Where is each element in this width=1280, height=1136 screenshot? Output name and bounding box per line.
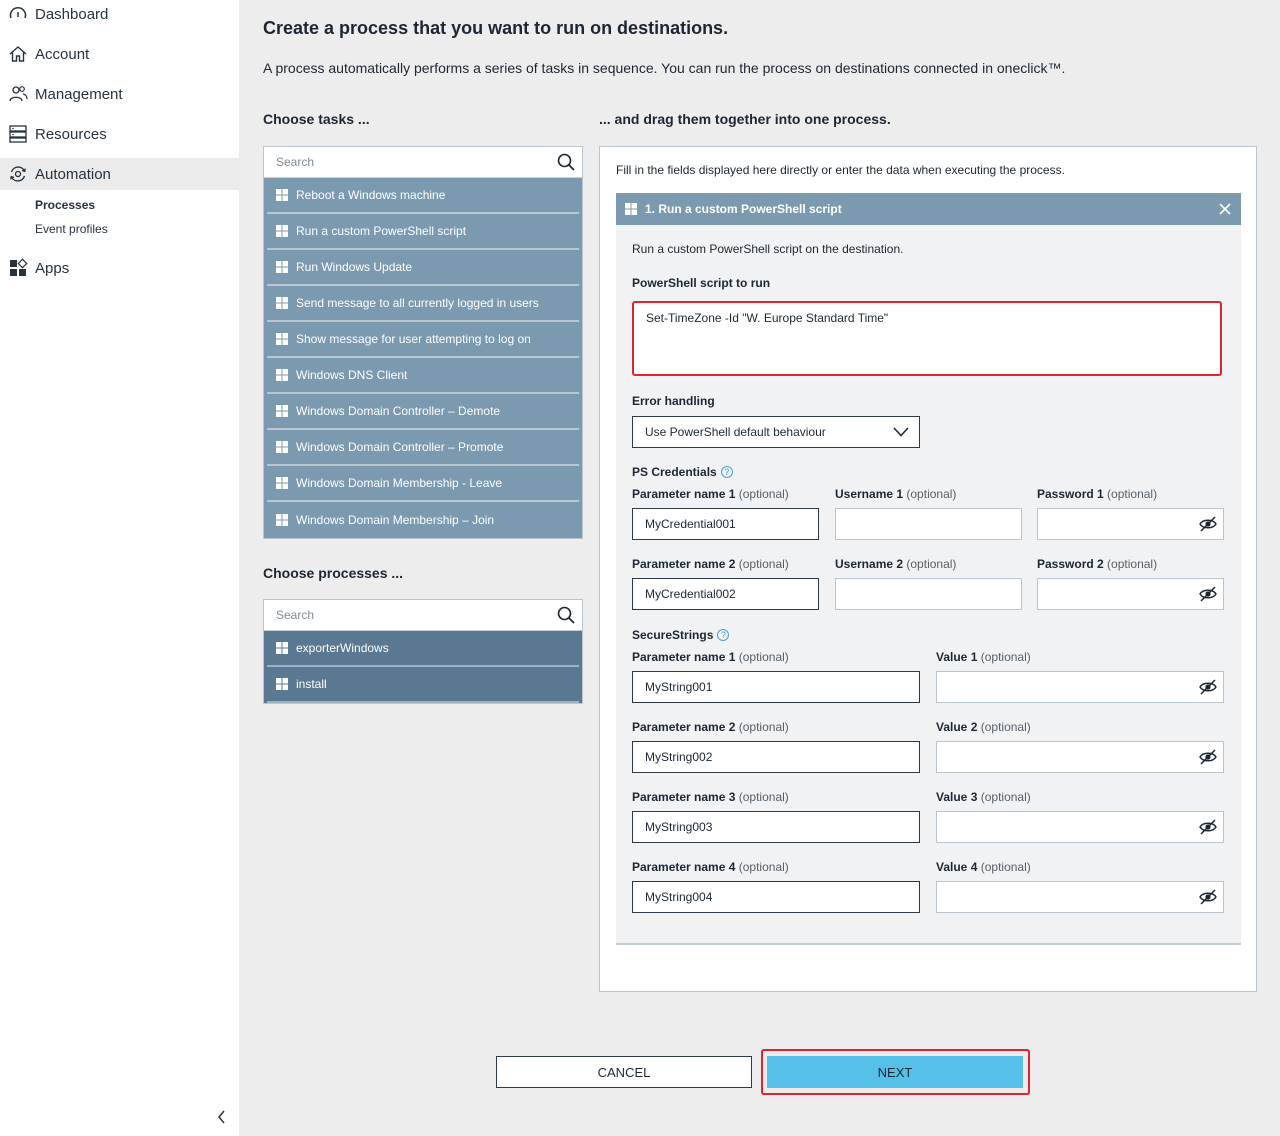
secure-param-input[interactable] [632,881,920,913]
task-item[interactable] [267,466,579,502]
task-card-title: 1. Run a custom PowerShell script [645,202,842,216]
eye-slash-icon[interactable] [1199,819,1217,835]
cred-username-label-text: Username 1 [835,487,904,501]
windows-icon [276,405,288,417]
secure-param-label-text: Parameter name 1 [632,650,736,664]
secure-value-input-wrap [936,881,1224,913]
optional-tag: (optional) [738,790,789,804]
nav-apps-label: Apps [35,259,70,277]
task-item[interactable] [267,250,579,286]
cred-param-label-text: Parameter name 2 [632,557,736,571]
gauge-icon [7,3,29,25]
page-subtitle: A process automatically performs a series of tasks in sequence. You can run the process on destinations connected in oneclick™. [263,60,1066,76]
cred-param-label [632,487,789,501]
windows-icon [276,477,288,489]
cred-username-label [835,487,956,501]
cred-password-label [1037,487,1157,501]
chevron-down-icon [893,426,909,438]
task-item-label: Reboot a Windows machine [296,188,446,202]
cred-param-label-text: Parameter name 1 [632,487,736,501]
sub-item-processes[interactable]: Processes [35,198,96,212]
task-item[interactable] [267,430,579,466]
task-item-label: Windows Domain Controller – Promote [296,440,504,454]
cancel-button[interactable]: CANCEL [496,1056,752,1088]
task-item-label: Windows Domain Membership – Join [296,513,495,527]
task-item[interactable] [267,286,579,322]
cred-username-label-text: Username 2 [835,557,904,571]
collapse-sidebar-chevron-icon[interactable] [214,1108,230,1126]
secure-value-label-text: Value 4 [936,860,978,874]
task-item-label: Run Windows Update [296,260,413,274]
server-icon [7,123,29,145]
secure-param-label [632,650,789,664]
cred-param-input[interactable] [632,578,819,610]
tasks-list [264,178,582,538]
optional-tag: (optional) [738,487,789,501]
processes-search [264,600,582,631]
nav-account-label: Account [35,45,90,63]
windows-icon [276,642,288,654]
secure-value-input-wrap [936,671,1224,703]
windows-icon [276,678,288,690]
cred-password-label-text: Password 1 [1037,487,1104,501]
nav-resources[interactable] [0,118,239,150]
processes-search-input[interactable] [264,600,582,630]
secure-value-label-text: Value 3 [936,790,978,804]
help-icon[interactable]: ? [721,466,733,478]
cred-password-label-text: Password 2 [1037,557,1104,571]
help-icon[interactable]: ? [717,629,729,641]
process-item-label: install [296,677,327,691]
processes-list [264,631,582,703]
secure-param-label-text: Parameter name 3 [632,790,736,804]
error-handling-value: Use PowerShell default behaviour [645,425,826,439]
process-item[interactable] [267,667,579,703]
task-item-label: Show message for user attempting to log on [296,332,531,346]
nav-dashboard[interactable] [0,0,239,30]
users-icon [7,83,29,105]
optional-tag: (optional) [906,557,957,571]
secure-param-label [632,720,789,734]
sidebar [0,0,239,1136]
windows-icon [276,369,288,381]
builder-heading: ... and drag them together into one process. [599,111,891,127]
task-item[interactable] [267,178,579,214]
task-item-label: Windows DNS Client [296,368,408,382]
cred-password-input[interactable] [1037,508,1224,540]
nav-management[interactable] [0,78,239,110]
nav-automation-label: Automation [35,165,111,183]
nav-management-label: Management [35,85,123,103]
cred-password-input-wrap [1037,578,1224,610]
page-title: Create a process that you want to run on destinations. [263,18,729,38]
secure-value-label [936,720,1031,734]
cred-username-input[interactable] [835,508,1022,540]
secure-value-input[interactable] [936,811,1224,843]
secure-value-label [936,650,1031,664]
windows-icon [276,225,288,237]
task-item-label: Send message to all currently logged in users [296,296,539,310]
secure-value-input-wrap [936,811,1224,843]
home-icon [7,43,29,65]
secure-param-input[interactable] [632,811,920,843]
securestrings-heading [632,628,729,642]
task-item-label: Run a custom PowerShell script [296,224,467,238]
secure-param-input[interactable] [632,671,920,703]
tasks-heading: Choose tasks ... [263,111,370,127]
cred-param-label [632,557,789,571]
ps-credentials-heading [632,465,733,479]
secure-value-input[interactable] [936,671,1224,703]
cred-password-input[interactable] [1037,578,1224,610]
cred-username-label [835,557,956,571]
task-card [616,193,1241,945]
nav-apps[interactable] [0,252,239,284]
secure-value-input[interactable] [936,881,1224,913]
optional-tag: (optional) [738,860,789,874]
apps-icon [7,257,29,279]
eye-slash-icon[interactable] [1199,749,1217,765]
optional-tag: (optional) [980,790,1031,804]
task-item[interactable] [267,214,579,250]
task-item[interactable] [267,394,579,430]
process-item-label: exporterWindows [296,641,389,655]
eye-slash-icon[interactable] [1199,586,1217,602]
optional-tag: (optional) [980,860,1031,874]
task-item[interactable] [267,502,579,538]
builder-note: Fill in the fields displayed here directly or enter the data when executing the process. [616,163,1065,177]
eye-slash-icon[interactable] [1199,516,1217,532]
windows-icon [276,514,288,526]
nav-dashboard-label: Dashboard [35,5,109,23]
search-icon[interactable] [556,605,576,625]
task-item[interactable] [267,322,579,358]
secure-param-label-text: Parameter name 4 [632,860,736,874]
secure-value-label [936,790,1031,804]
securestrings-label: SecureStrings [632,628,714,642]
nav-account[interactable] [0,38,239,70]
close-icon[interactable] [1217,201,1233,217]
secure-value-label [936,860,1031,874]
task-item[interactable] [267,358,579,394]
process-item[interactable] [267,631,579,667]
nav-resources-label: Resources [35,125,107,143]
secure-param-label [632,790,789,804]
error-handling-select[interactable] [632,416,920,448]
secure-param-label [632,860,789,874]
optional-tag: (optional) [1107,487,1158,501]
windows-icon [625,203,637,215]
search-icon[interactable] [556,152,576,172]
task-card-description: Run a custom PowerShell script on the destination. [632,242,904,256]
script-input[interactable] [632,301,1222,376]
optional-tag: (optional) [980,650,1031,664]
secure-param-input[interactable] [632,741,920,773]
tasks-search-input[interactable] [264,147,582,177]
eye-slash-icon[interactable] [1199,679,1217,695]
eye-slash-icon[interactable] [1199,889,1217,905]
optional-tag: (optional) [980,720,1031,734]
windows-icon [276,297,288,309]
secure-param-label-text: Parameter name 2 [632,720,736,734]
optional-tag: (optional) [738,557,789,571]
nav-automation[interactable] [0,158,239,190]
task-card-header[interactable] [616,193,1241,225]
optional-tag: (optional) [906,487,957,501]
script-label: PowerShell script to run [632,276,771,290]
task-item-label: Windows Domain Controller – Demote [296,404,501,418]
cred-username-input[interactable] [835,578,1022,610]
windows-icon [276,261,288,273]
processes-heading: Choose processes ... [263,565,404,581]
sub-item-event-profiles[interactable]: Event profiles [35,222,108,236]
secure-value-label-text: Value 2 [936,720,978,734]
error-handling-label: Error handling [632,394,715,408]
cred-password-input-wrap [1037,508,1224,540]
automation-icon [7,163,29,185]
windows-icon [276,333,288,345]
windows-icon [276,441,288,453]
windows-icon [276,189,288,201]
task-item-label: Windows Domain Membership - Leave [296,476,503,490]
processes-panel [263,599,583,704]
cred-password-label [1037,557,1157,571]
tasks-search [264,147,582,178]
next-button[interactable]: NEXT [767,1056,1023,1088]
cred-param-input[interactable] [632,508,819,540]
optional-tag: (optional) [1107,557,1158,571]
secure-value-label-text: Value 1 [936,650,978,664]
secure-value-input[interactable] [936,741,1224,773]
optional-tag: (optional) [738,720,789,734]
secure-value-input-wrap [936,741,1224,773]
ps-credentials-label: PS Credentials [632,465,717,479]
process-dropzone[interactable] [599,146,1257,992]
optional-tag: (optional) [738,650,789,664]
tasks-panel [263,146,583,539]
